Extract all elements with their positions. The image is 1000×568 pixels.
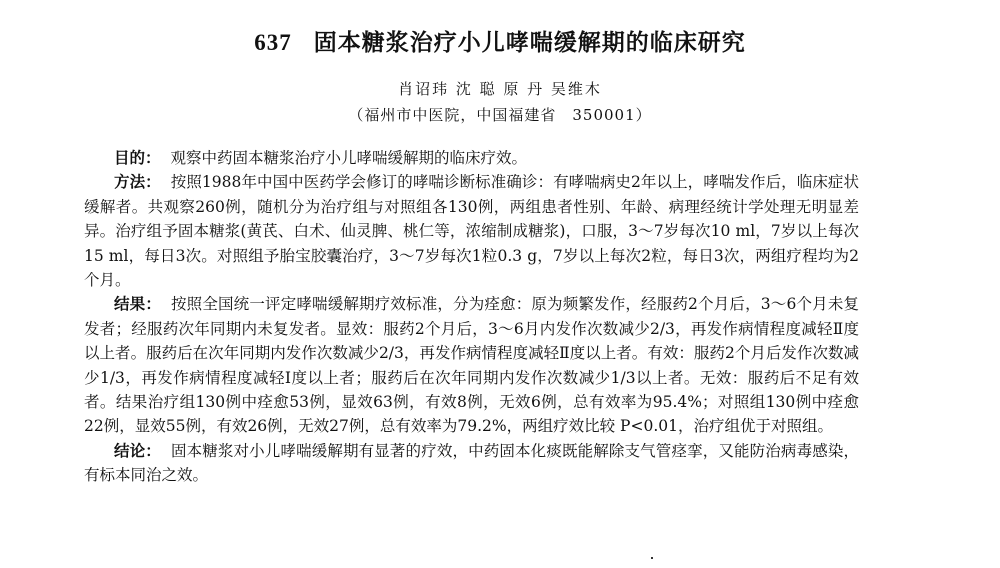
methods-label: 方法： <box>114 173 161 192</box>
methods-text: 按照1988年中国中医药学会修订的哮喘诊断标准确诊：有哮喘病史2年以上，哮喘发作后，临床症状缓解者。共观察260例，随机分为治疗组与对照组各130例，两组患者性别、年龄、病理经统计学处理无明显差异。治疗组予固本糖浆(黄芪、白术、仙灵脾、桃仁等，浓缩制成糖浆)，口服，3～7岁每次10 ml，7岁以上每次15 ml，每日3次。对照组予胎宝胶囊治疗，3～7岁每次1粒0.3 g，7岁以上每次2粒，每日3次，两组疗程均为2个月。 <box>84 173 859 290</box>
abstract-body <box>84 146 859 488</box>
results-paragraph <box>84 292 859 438</box>
objective-paragraph <box>84 146 859 170</box>
results-text: 按照全国统一评定哮喘缓解期疗效标准，分为痊愈：原为频繁发作，经服药2个月后，3～6个月未复发者；经服药次年同期内未复发者。显效：服药2个月后，3～6月内发作次数减少2/3，再发作病情程度减轻Ⅱ度以上者。服药后在次年同期内发作次数减少2/3，再发作病情程度减轻Ⅱ度以上者。有效：服药2个月后发作次数减少1/3，再发作病情程度减轻Ⅰ度以上者；服药后在次年同期内发作次数减少1/3以上者。无效：服药后不足有效者。结果治疗组130例中痊愈53例，显效63例，有效8例，无效6例，总有效率为95.4%；对照组130例中痊愈22例，显效55例，有效26例，无效27例，总有效率为79.2%，两组疗效比较 P<0.01，治疗组优于对照组。 <box>84 295 859 436</box>
results-label: 结果： <box>114 295 162 314</box>
scan-speck <box>651 557 653 559</box>
objective-label: 目的： <box>114 149 161 167</box>
methods-paragraph <box>84 170 859 292</box>
conclusion-label: 结论： <box>114 441 161 460</box>
affiliation: （福州市中医院，中国福建省 350001） <box>348 106 652 124</box>
conclusion-text: 固本糖浆对小儿哮喘缓解期有显著的疗效，中药固本化痰既能解除支气管痉挛，又能防治病毒感染，有标本同治之效。 <box>84 441 859 485</box>
author-list: 肖诏玮 沈 聪 原 丹 吴维木 <box>398 80 602 98</box>
article-number: 637 <box>254 30 292 55</box>
article-title: 固本糖浆治疗小儿哮喘缓解期的临床研究 <box>313 30 746 56</box>
article-title-row <box>0 24 1000 57</box>
conclusion-paragraph <box>84 439 859 488</box>
objective-text: 观察中药固本糖浆治疗小儿哮喘缓解期的临床疗效。 <box>170 149 528 167</box>
